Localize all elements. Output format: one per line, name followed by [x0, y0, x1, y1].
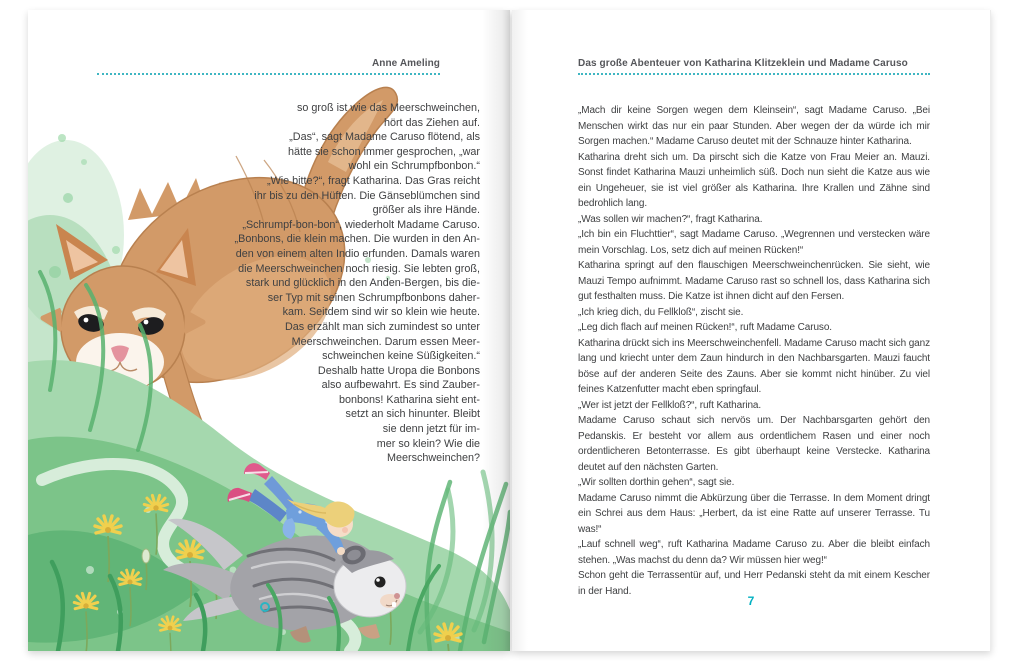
- left-page: [28, 10, 510, 651]
- right-page-header: [578, 58, 930, 75]
- text-line: Meerschweinchen?: [386, 452, 480, 465]
- text-line: größer als ihre Hände.: [372, 204, 480, 217]
- left-page-text: [235, 101, 480, 466]
- text-line: „Schrumpf-bon-bon“, wiederholt Madame Caruso.: [242, 218, 480, 231]
- text-line: bonbons! Katharina sieht ent-: [338, 393, 480, 406]
- paragraph: Madame Caruso nimmt die Abkürzung über die Terrasse. In dem Moment dringt ein Schrei aus dem Haus: „Herbert, da ist eine Ratte auf unserer Terrasse. Tu was!“: [578, 492, 930, 535]
- text-line: den von einem alten Indio erfunden. Damals waren: [235, 247, 480, 260]
- paragraph: Katharina dreht sich um. Da pirscht sich die Katze von Frau Meier an. Mauzi. Sonst findet Katharina Mauzi unheimlich süß. Doch nun sieht die Katze aus wie ein Ungeheuer, sie ist viel größer als Katharina. Ihre Krallen und Zähne sind bedrohlich lang.: [578, 151, 930, 209]
- text-line: mer so klein? Wie die: [376, 437, 480, 450]
- paragraph: Schon geht die Terrassentür auf, und Herr Pedanski steht da mit einem Kescher in der Hand.: [578, 570, 930, 597]
- author-name: Anne Ameling: [371, 58, 440, 69]
- paragraph: Katharina drückt sich ins Meerschweinchenfell. Madame Caruso macht sich ganz lang und kriecht unter dem Zaun hindurch in den Nachbarsgarten. Mauzi faucht böse auf der anderen Seite des Zauns. Aber sie kommt nicht hinüber. Zu viel feines Katzenfutter macht eben springfaul.: [578, 337, 931, 395]
- page-number: 7: [747, 594, 755, 608]
- paragraph: „Wer ist jetzt der Fellkloß?“, ruft Katharina.: [578, 399, 762, 411]
- left-page-header: [97, 58, 440, 75]
- text-line: ser Typ mit seinen Schrumpfbonbons daher-: [267, 291, 480, 304]
- text-line: ihr bis zu den Hüften. Die Gänseblümchen sind: [254, 189, 480, 202]
- text-line: „Wie bitte?“, fragt Katharina. Das Gras reicht: [266, 174, 480, 187]
- text-line: Meerschweinchen. Darum essen Meer-: [291, 335, 480, 348]
- text-line: sie denn jetzt für im-: [382, 423, 480, 436]
- spine-shadow: [512, 10, 528, 651]
- paragraph: „Leg dich flach auf meinen Rücken!“, ruft Madame Caruso.: [578, 322, 832, 333]
- paragraph: Katharina springt auf den flauschigen Meerschweinchenrücken. Sie sieht, wie Mauzi Tempo aufnimmt. Madame Caruso rast so schnell los, dass Katharina sich gut festhalten muss. Die Katze ist ihnen dicht auf den Fersen.: [578, 260, 930, 302]
- text-line: also aufbewahrt. Es sind Zauber-: [321, 379, 480, 392]
- paragraph: „Ich bin ein Fluchttier“, sagt Madame Caruso. „Wegrennen und verstecken wäre mein Vorschlag. Los, setz dich auf meinen Rücken!“: [578, 229, 930, 256]
- text-line: hört das Ziehen auf.: [383, 116, 480, 129]
- chapter-title: Das große Abenteuer von Katharina Klitzeklein und Madame Caruso: [578, 58, 908, 69]
- text-line: schweinchen keine Süßigkeiten.“: [322, 350, 480, 363]
- text-line: „Bonbons, die klein machen. Die wurden in den An-: [234, 233, 480, 246]
- paragraph: Madame Caruso schaut sich nervös um. Der Nachbarsgarten gehört den Pedanskis. Er besteht vor allem aus ordentlichem Rasen und einer noch ordentlicheren Betonterrasse. Es gibt überhaupt keine Verstecke. Katharina deutet auf den nächsten Garten.: [578, 415, 930, 473]
- paragraph: „Ich krieg dich, du Fellkloß“, zischt sie.: [578, 306, 744, 318]
- paragraph: „Lauf schnell weg“, ruft Katharina Madame Caruso zu. Aber die bleibt einfach stehen. „Was machst du denn da? Wir müssen hier weg!“: [578, 539, 930, 566]
- text-line: kam. Seitdem sind wir so klein wie heute.: [282, 306, 480, 319]
- header-divider-dotted: [97, 73, 440, 75]
- text-line: setzt an sich hinunter. Bleibt: [345, 408, 480, 421]
- paragraph: „Mach dir keine Sorgen wegen dem Kleinsein“, sagt Madame Caruso. „Bei Menschen wirkt das nur ein paar Stunden. Aber wegen der da würde ich mir Sorgen machen.“ Madame Caruso deutet mit der Schnauze hinter Katharina.: [578, 105, 930, 147]
- paragraph: „Was sollen wir machen?“, fragt Katharina.: [578, 213, 763, 225]
- header-divider-dotted: [578, 73, 930, 75]
- right-page-text: [578, 103, 930, 599]
- right-page: [512, 10, 991, 651]
- text-line: stark und glücklich in den Anden-Bergen, bis die-: [245, 277, 480, 290]
- text-line: so groß ist wie das Meerschweinchen,: [296, 102, 480, 114]
- text-line: „Das“, sagt Madame Caruso flötend, als: [289, 131, 480, 144]
- text-line: hätte sie schon immer gesprochen, „war: [287, 145, 480, 158]
- text-line: Das erzählt man sich zumindest so unter: [284, 320, 480, 333]
- text-line: Deshalb hatte Uropa die Bonbons: [317, 364, 480, 377]
- paragraph: „Wir sollten dorthin gehen“, sagt sie.: [578, 477, 735, 488]
- text-line: die Meerschweinchen noch riesig. Sie lebten groß,: [238, 262, 480, 275]
- text-line: wohl ein Schrumpfbonbon.“: [348, 160, 480, 173]
